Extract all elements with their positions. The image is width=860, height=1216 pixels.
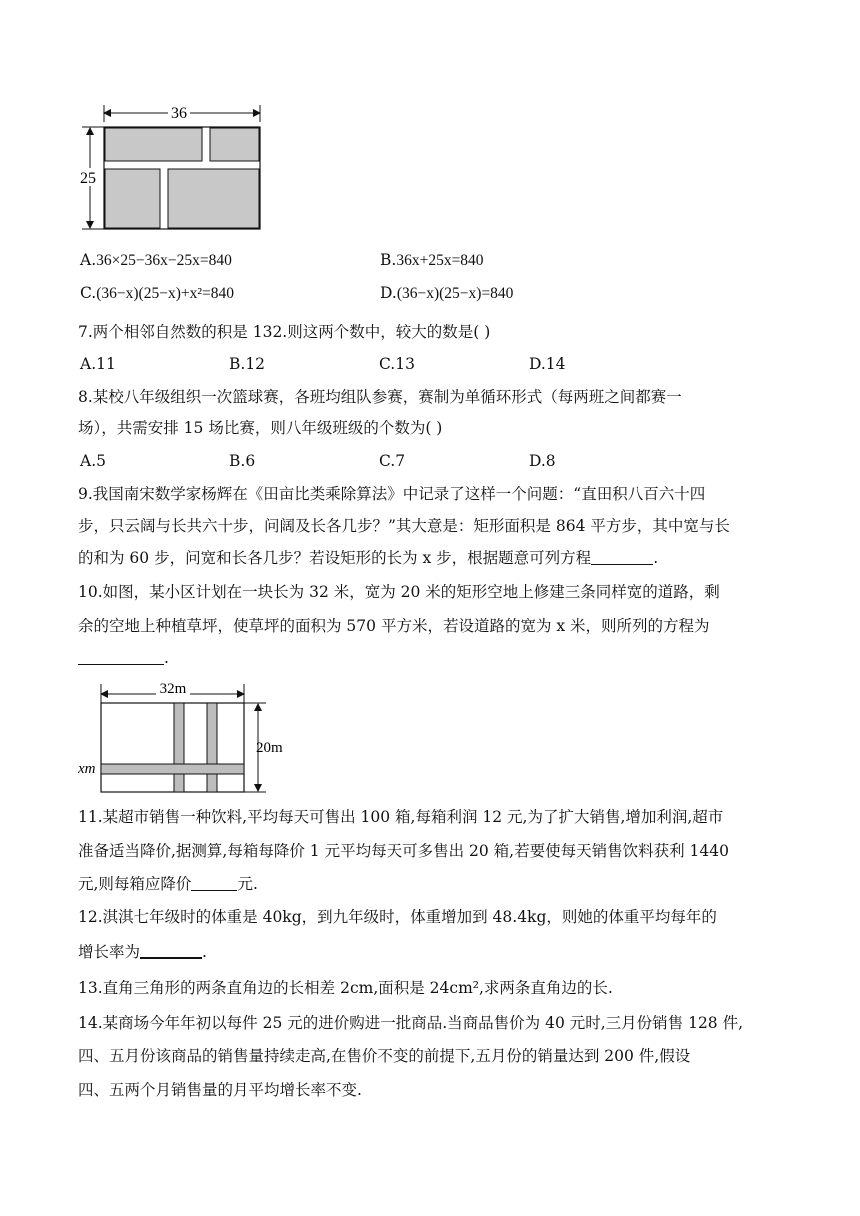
q10-line-3: . [78, 648, 169, 668]
q7-option-a: A.11 [80, 355, 116, 373]
q6-option-c: C.(36−x)(25−x)+x²=840 [80, 284, 234, 302]
q12-answer-blank[interactable] [140, 943, 202, 959]
q6-option-b: B.36x+25x=840 [380, 251, 484, 269]
figure-rectangle-36x25 [72, 100, 272, 234]
q8-option-d: D.8 [529, 452, 556, 470]
q14-line-3: 四、五两个月销售量的月平均增长率不变. [78, 1081, 362, 1099]
q10-answer-blank[interactable] [78, 650, 164, 665]
q8-option-b: B.6 [229, 452, 256, 470]
q9-line-2: 步，只云阔与长共六十步，问阔及长各几步？”其大意是：矩形面积是 864 平方步，其中宽与长 [78, 517, 730, 535]
q10-line-1: 10.如图，某小区计划在一块长为 32 米，宽为 20 米的矩形空地上修建三条同样宽的道路，剩 [78, 583, 720, 601]
q14-line-1: 14.某商场今年年初以每件 25 元的进价购进一批商品.当商品售价为 40 元时,三月份销售 128 件, [78, 1014, 744, 1032]
q6-option-a-math: 36×25−36x−25x=840 [96, 252, 232, 269]
q12-line-1: 12.淇淇七年级时的体重是 40kg，到九年级时，体重增加到 48.4kg，则她的体重平均每年的 [78, 908, 717, 926]
fig2-top-label: 32m [159, 681, 187, 697]
q7-option-b: B.12 [229, 355, 266, 373]
q14-line-2: 四、五月份该商品的销售量持续走高,在售价不变的前提下,五月份的销量达到 200 件,假设 [78, 1047, 691, 1065]
q6-option-a: A.36×25−36x−25x=840 [80, 251, 232, 269]
q6-option-d: D.(36−x)(25−x)=840 [380, 284, 514, 302]
q13-text: 13.直角三角形的两条直角边的长相差 2cm,面积是 24cm²,求两条直角边的长. [78, 979, 613, 997]
q7-option-c: C.13 [379, 355, 415, 373]
fig1-left-label: 25 [80, 170, 96, 187]
figure-field-32x20 [76, 676, 296, 798]
q6-option-d-math: (36−x)(25−x)=840 [396, 285, 514, 302]
q8-line-2: 场），共需安排 15 场比赛，则八年级班级的个数为( ) [78, 419, 443, 437]
q10-line-2: 余的空地上种植草坪，使草坪的面积为 570 平方米，若设道路的宽为 x 米，则所列的方程为 [78, 617, 710, 635]
fig2-left-label: xm [78, 761, 96, 777]
q8-option-c: C.7 [379, 452, 406, 470]
q7-text: 7.两个相邻自然数的积是 132.则这两个数中，较大的数是( ) [78, 323, 491, 341]
q11-line-3: 元,则每箱应降价 元. [78, 875, 258, 893]
q9-line-1: 9.我国南宋数学家杨辉在《田亩比类乘除算法》中记录了这样一个问题：“直田积八百六十四 [78, 485, 706, 503]
q9-line-3: 的和为 60 步，问宽和长各几步？若设矩形的长为 x 步，根据题意可列方程 . [78, 549, 659, 567]
q11-line-1: 11.某超市销售一种饮料,平均每天可售出 100 箱,每箱利润 12 元,为了扩大销售,增加利润,超市 [78, 808, 724, 826]
q6-option-c-math: (36−x)(25−x)+x²=840 [96, 285, 234, 302]
q8-line-1: 8.某校八年级组织一次篮球赛，各班均组队参赛，赛制为单循环形式（每两班之间都赛一 [78, 388, 682, 406]
q8-option-a: A.5 [80, 452, 106, 470]
q6-option-b-math: 36x+25x=840 [396, 252, 484, 269]
q11-line-2: 准备适当降价,据测算,每箱每降价 1 元平均每天可多售出 20 箱,若要使每天销售饮料获利 1440 [78, 842, 729, 860]
q7-option-d: D.14 [529, 355, 566, 373]
q11-answer-blank[interactable] [191, 876, 237, 891]
fig1-top-label: 36 [171, 105, 187, 122]
q9-answer-blank[interactable] [591, 550, 653, 565]
q12-line-2: 增长率为 . [78, 943, 207, 961]
fig2-right-label: 20m [256, 740, 283, 756]
